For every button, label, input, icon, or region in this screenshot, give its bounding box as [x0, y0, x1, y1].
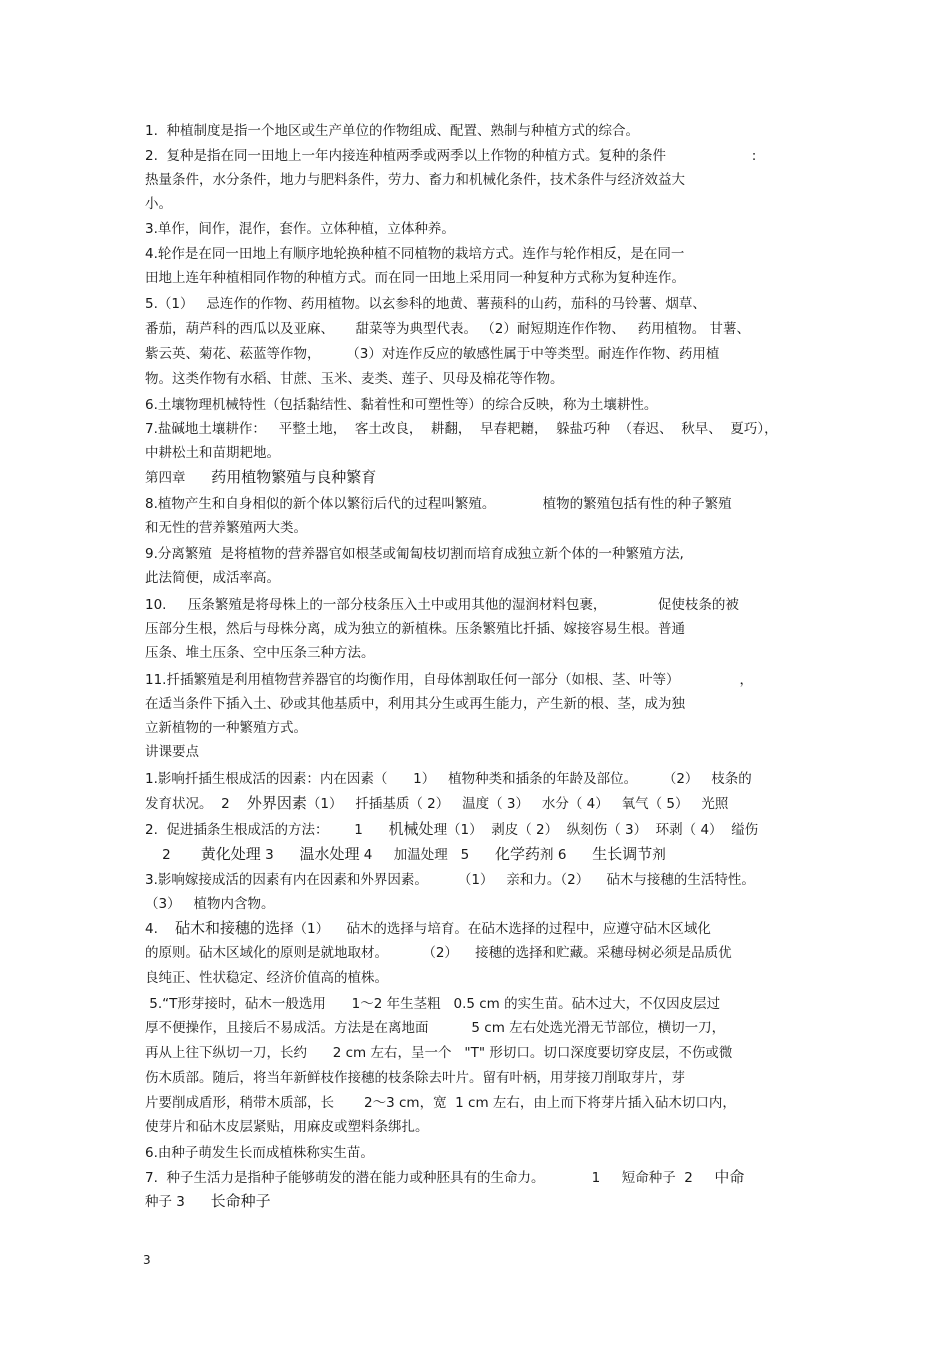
text-line: 良纯正、性状稳定、经济价值高的植株。 — [145, 970, 388, 986]
text-line: 4.轮作是在同一田地上有顺序地轮换种植不同植物的栽培方式。连作与轮作相反，是在同一 — [145, 246, 685, 262]
text-line: 再从上往下纵切一刀，长约 2 cm 左右，呈一个 "T" 形切口。切口深度要切穿皮层，不伤或微 — [145, 1045, 733, 1061]
text-line: 2. 复种是指在同一田地上一年内接连种植两季或两季以上作物的种植方式。复种的条件 : — [145, 148, 757, 164]
text-line: 3.影响嫁接成活的因素有内在因素和外界因素。 （1） 亲和力。（2） 砧木与接穗的生活特性。 — [145, 872, 755, 888]
text-line: 紫云英、菊花、菘蓝等作物， （3）对连作反应的敏感性属于中等类型。耐连作作物、药用植 — [145, 346, 720, 362]
text-line: 1.影响扦插生根成活的因素：内在因素（ 1） 植物种类和插条的年龄及部位。 （2） 枝条的 — [145, 771, 752, 787]
text-line: 立新植物的一种繁殖方式。 — [145, 720, 307, 736]
text-line: 6.由种子萌发生长而成植株称实生苗。 — [145, 1145, 374, 1161]
text-line: 此法简便，成活率高。 — [145, 570, 280, 586]
text-line: 热量条件，水分条件，地力与肥料条件，劳力、畜力和机械化条件，技术条件与经济效益大 — [145, 172, 685, 188]
text-line: 9.分离繁殖 是将植物的营养器官如根茎或匍匐枝切割而培育成独立新个体的一种繁殖方法, — [145, 546, 684, 562]
text-line: 在适当条件下插入土、砂或其他基质中，利用其分生或再生能力，产生新的根、茎，成为独 — [145, 696, 685, 712]
text-line: 3.单作，间作，混作，套作。立体种植，立体种养。 — [145, 221, 455, 237]
text-line: 2 黄化处理 3 温水处理 4 加温处理 5 化学药剂 6 生长调节剂 — [145, 845, 666, 863]
text-line: 11.扦插繁殖是利用植物营养器官的均衡作用，自母体割取任何一部分（如根、茎、叶等） ， — [145, 672, 754, 688]
text-line: 番茄，葫芦科的西瓜以及亚麻、 甜菜等为典型代表。 （2）耐短期连作作物、 药用植物。 甘薯、 — [145, 321, 751, 337]
text-line: 的原则。砧木区域化的原则是就地取材。 （2） 接穗的选择和贮藏。采穗母树必须是品质优 — [145, 945, 732, 961]
text-line: 片要削成盾形，稍带木质部，长 2～3 cm，宽 1 cm 左右，由上而下将芽片插入砧木切口内， — [145, 1095, 736, 1111]
text-line: 和无性的营养繁殖两大类。 — [145, 520, 307, 536]
text-line: 5.“T形芽接时，砧木一般选用 1～2 年生茎粗 0.5 cm 的实生苗。砧木过大，不仅因皮层过 — [145, 996, 721, 1012]
text-line: 物。这类作物有水稻、甘蔗、玉米、麦类、莲子、贝母及棉花等作物。 — [145, 371, 564, 387]
text-line: 田地上连年种植相同作物的种植方式。而在同一田地上采用同一种复种方式称为复种连作。 — [145, 270, 685, 286]
text-line: 5.（1） 忌连作的作物、药用植物。以玄参科的地黄、薯蓣科的山药，茄科的马铃薯、烟草、 — [145, 296, 706, 312]
text-line: 发育状况。 2 外界因素（1） 扦插基质（ 2） 温度（ 3） 水分（ 4） 氧气（ 5） 光照 — [145, 794, 729, 812]
text-line: 种子 3 长命种子 — [145, 1192, 271, 1210]
text-line: （3） 植物内含物。 — [145, 896, 275, 912]
page-number: 3 — [143, 1253, 151, 1267]
text-line: 10. 压条繁殖是将母株上的一部分枝条压入土中或用其他的湿润材料包裹， 促使枝条的被 — [145, 597, 739, 613]
text-line: 6.土壤物理机械特性（包括黏结性、黏着性和可塑性等）的综合反映，称为土壤耕性。 — [145, 397, 658, 413]
section-heading: 讲课要点 — [145, 744, 199, 760]
text-line: 中耕松土和苗期耙地。 — [145, 445, 280, 461]
text-line: 使芽片和砧木皮层紧贴，用麻皮或塑料条绑扎。 — [145, 1119, 429, 1135]
text-line: 1. 种植制度是指一个地区或生产单位的作物组成、配置、熟制与种植方式的综合。 — [145, 123, 639, 139]
text-line: 8.植物产生和自身相似的新个体以繁衍后代的过程叫繁殖。 植物的繁殖包括有性的种子繁殖 — [145, 496, 732, 512]
text-line: 小。 — [145, 196, 172, 212]
text-line: 2. 促进插条生根成活的方法： 1 机械处理（1） 剥皮（ 2） 纵刻伤（ 3） 环剥（ 4） 缢伤 — [145, 820, 759, 838]
text-line: 压条、堆土压条、空中压条三种方法。 — [145, 645, 375, 661]
text-line: 厚不便操作，且接后不易成活。方法是在离地面 5 cm 左右处选光滑无节部位，横切一刀， — [145, 1020, 726, 1036]
text-line: 4. 砧木和接穗的选择（1） 砧木的选择与培育。在砧木选择的过程中，应遵守砧木区域化 — [145, 919, 711, 937]
text-line: 7. 种子生活力是指种子能够萌发的潜在能力或种胚具有的生命力。 1 短命种子 2 中命 — [145, 1168, 745, 1186]
text-line: 压部分生根，然后与母株分离，成为独立的新植株。压条繁殖比扦插、嫁接容易生根。普通 — [145, 621, 685, 637]
text-line: 伤木质部。随后，将当年新鲜枝作接穗的枝条除去叶片。留有叶柄，用芽接刀削取芽片，芽 — [145, 1070, 685, 1086]
text-line: 7.盐碱地土壤耕作： 平整土地， 客土改良， 耕翻， 早春耙耱， 躲盐巧种 （春迟、 秋早、 夏巧）， — [145, 421, 778, 437]
chapter-heading: 第四章 药用植物繁殖与良种繁育 — [145, 468, 377, 486]
